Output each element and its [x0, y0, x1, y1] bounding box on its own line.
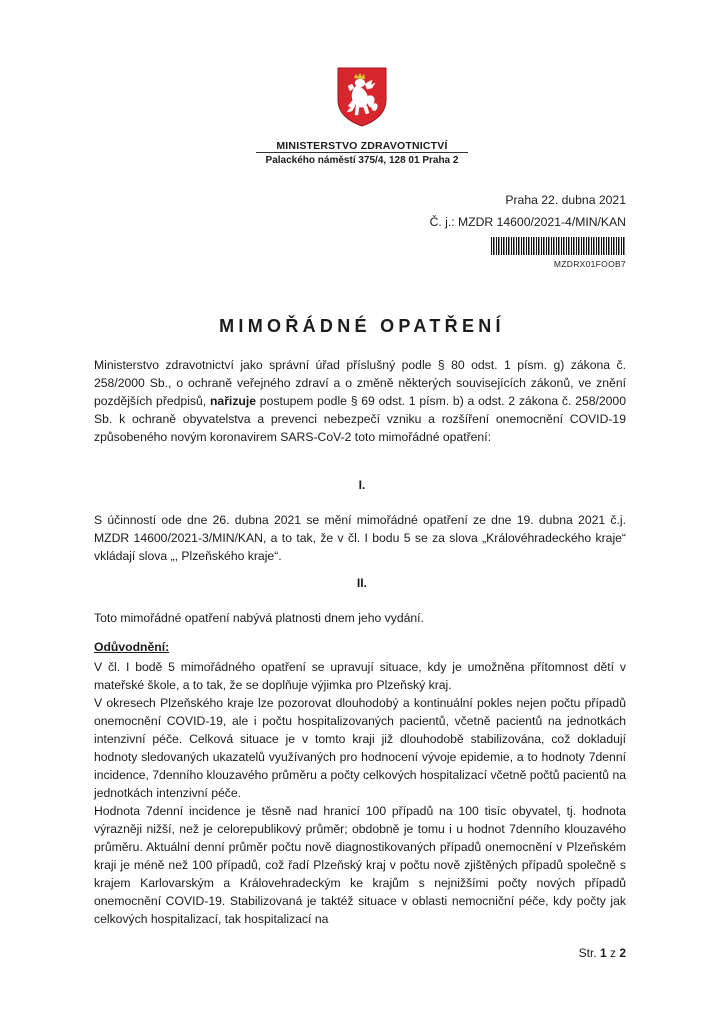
reasoning-heading: Odůvodnění:	[94, 640, 170, 654]
reference-number: Č. j.: MZDR 14600/2021-4/MIN/KAN	[429, 215, 626, 229]
intro-paragraph	[94, 356, 626, 446]
intro-bold-verb: nařizuje	[209, 394, 257, 408]
page-number-separator: z	[606, 946, 620, 960]
ministry-name: MINISTERSTVO ZDRAVOTNICTVÍ	[276, 140, 448, 152]
section-2-number: II.	[356, 576, 368, 590]
reasoning-paragraph-3: Hodnota 7denní incidence je těsně nad hranicí 100 případů na 100 tisíc obyvatel, tj. hodnota výrazněji nižší, než je celorepublikový průměr; obdobně je tomu i u hodnot 7denního klouzavého průměru. Aktuální denní průměr počtu nově diagnostikovaných případů onemocnění v Plzeňském kraji je méně než 100 případů, což řadí Plzeňský kraj v počtu nově zjištěných případů společně s krajem Karlovarským a Královehradeckým ke krajům s nejnižšími počty nových případů onemocnění COVID-19. Stabilizovaná je taktéž situace v oblasti nemocniční péče, kdy počty jak celkových hospitalizací, tak hospitalizací na	[94, 804, 626, 926]
intro-text-start: Ministerstvo zdravotnictví jako správní úřad příslušný podle § 80 odst. 1 písm. g) zákona č. 258/2000 Sb., o ochraně veřejného zdraví a o změně některých souvisejících zákonů, ve znění pozdějších předpisů,	[94, 358, 626, 408]
czech-lion-coat-of-arms-icon	[336, 66, 388, 128]
document-title: MIMOŘÁDNÉ OPATŘENÍ	[219, 316, 505, 336]
section-1-text: S účinností ode dne 26. dubna 2021 se mění mimořádné opatření ze dne 19. dubna 2021 č.j. MZDR 14600/2021-3/MIN/KAN, a to tak, že v čl. I bodu 5 se za slova „Královéhradeckého kraje“ vkládají slova „, Plzeňského kraje“.	[94, 513, 626, 563]
page-number-prefix: Str.	[578, 946, 600, 960]
reasoning-paragraph-1: V čl. I bodě 5 mimořádného opatření se upravují situace, kdy je umožněna přítomnost dětí v mateřské škole, a to tak, že se doplňuje výjimka pro Plzeňský kraj.	[94, 660, 626, 692]
header-divider	[256, 152, 468, 153]
place-date: Praha 22. dubna 2021	[505, 193, 626, 207]
section-2-text: Toto mimořádné opatření nabývá platnosti dnem jeho vydání.	[94, 611, 424, 625]
page-number-current: 1	[599, 946, 607, 960]
page-number-total: 2	[619, 946, 626, 960]
reasoning-paragraph-2: V okresech Plzeňského kraje lze pozorovat dlouhodobý a kontinuální pokles nejen počtu případů onemocnění COVID-19, ale i počtu hospitalizovaných pacientů, včetně pacientů na jednotkách intenzivní péče. Celková situace je v tomto kraji již dlouhodobě stabilizována, což dokladují hodnoty sledovaných ukazatelů využívaných pro hodnocení vývoje epidemie, a to hodnoty 7denní incidence, 7denního klouzavého průměru a počty celkových hospitalizací včetně počtů pacientů na jednotkách intenzivní péče.	[94, 696, 626, 800]
barcode-code: MZDRX01FOOB7	[553, 259, 626, 269]
intro-text-end: postupem podle § 69 odst. 1 písm. b) a odst. 2 zákona č. 258/2000 Sb. k ochraně obyvatelstva a prevenci nebezpečí vzniku a rozšíření onemocnění COVID-19 způsobeného novým koronavirem SARS-CoV-2 toto mimořádné opatření:	[94, 394, 626, 444]
ministry-address: Palackého náměstí 375/4, 128 01 Praha 2	[265, 155, 459, 166]
barcode-graphic	[491, 237, 626, 255]
section-1-number: I.	[358, 478, 366, 492]
page-number	[579, 946, 626, 960]
